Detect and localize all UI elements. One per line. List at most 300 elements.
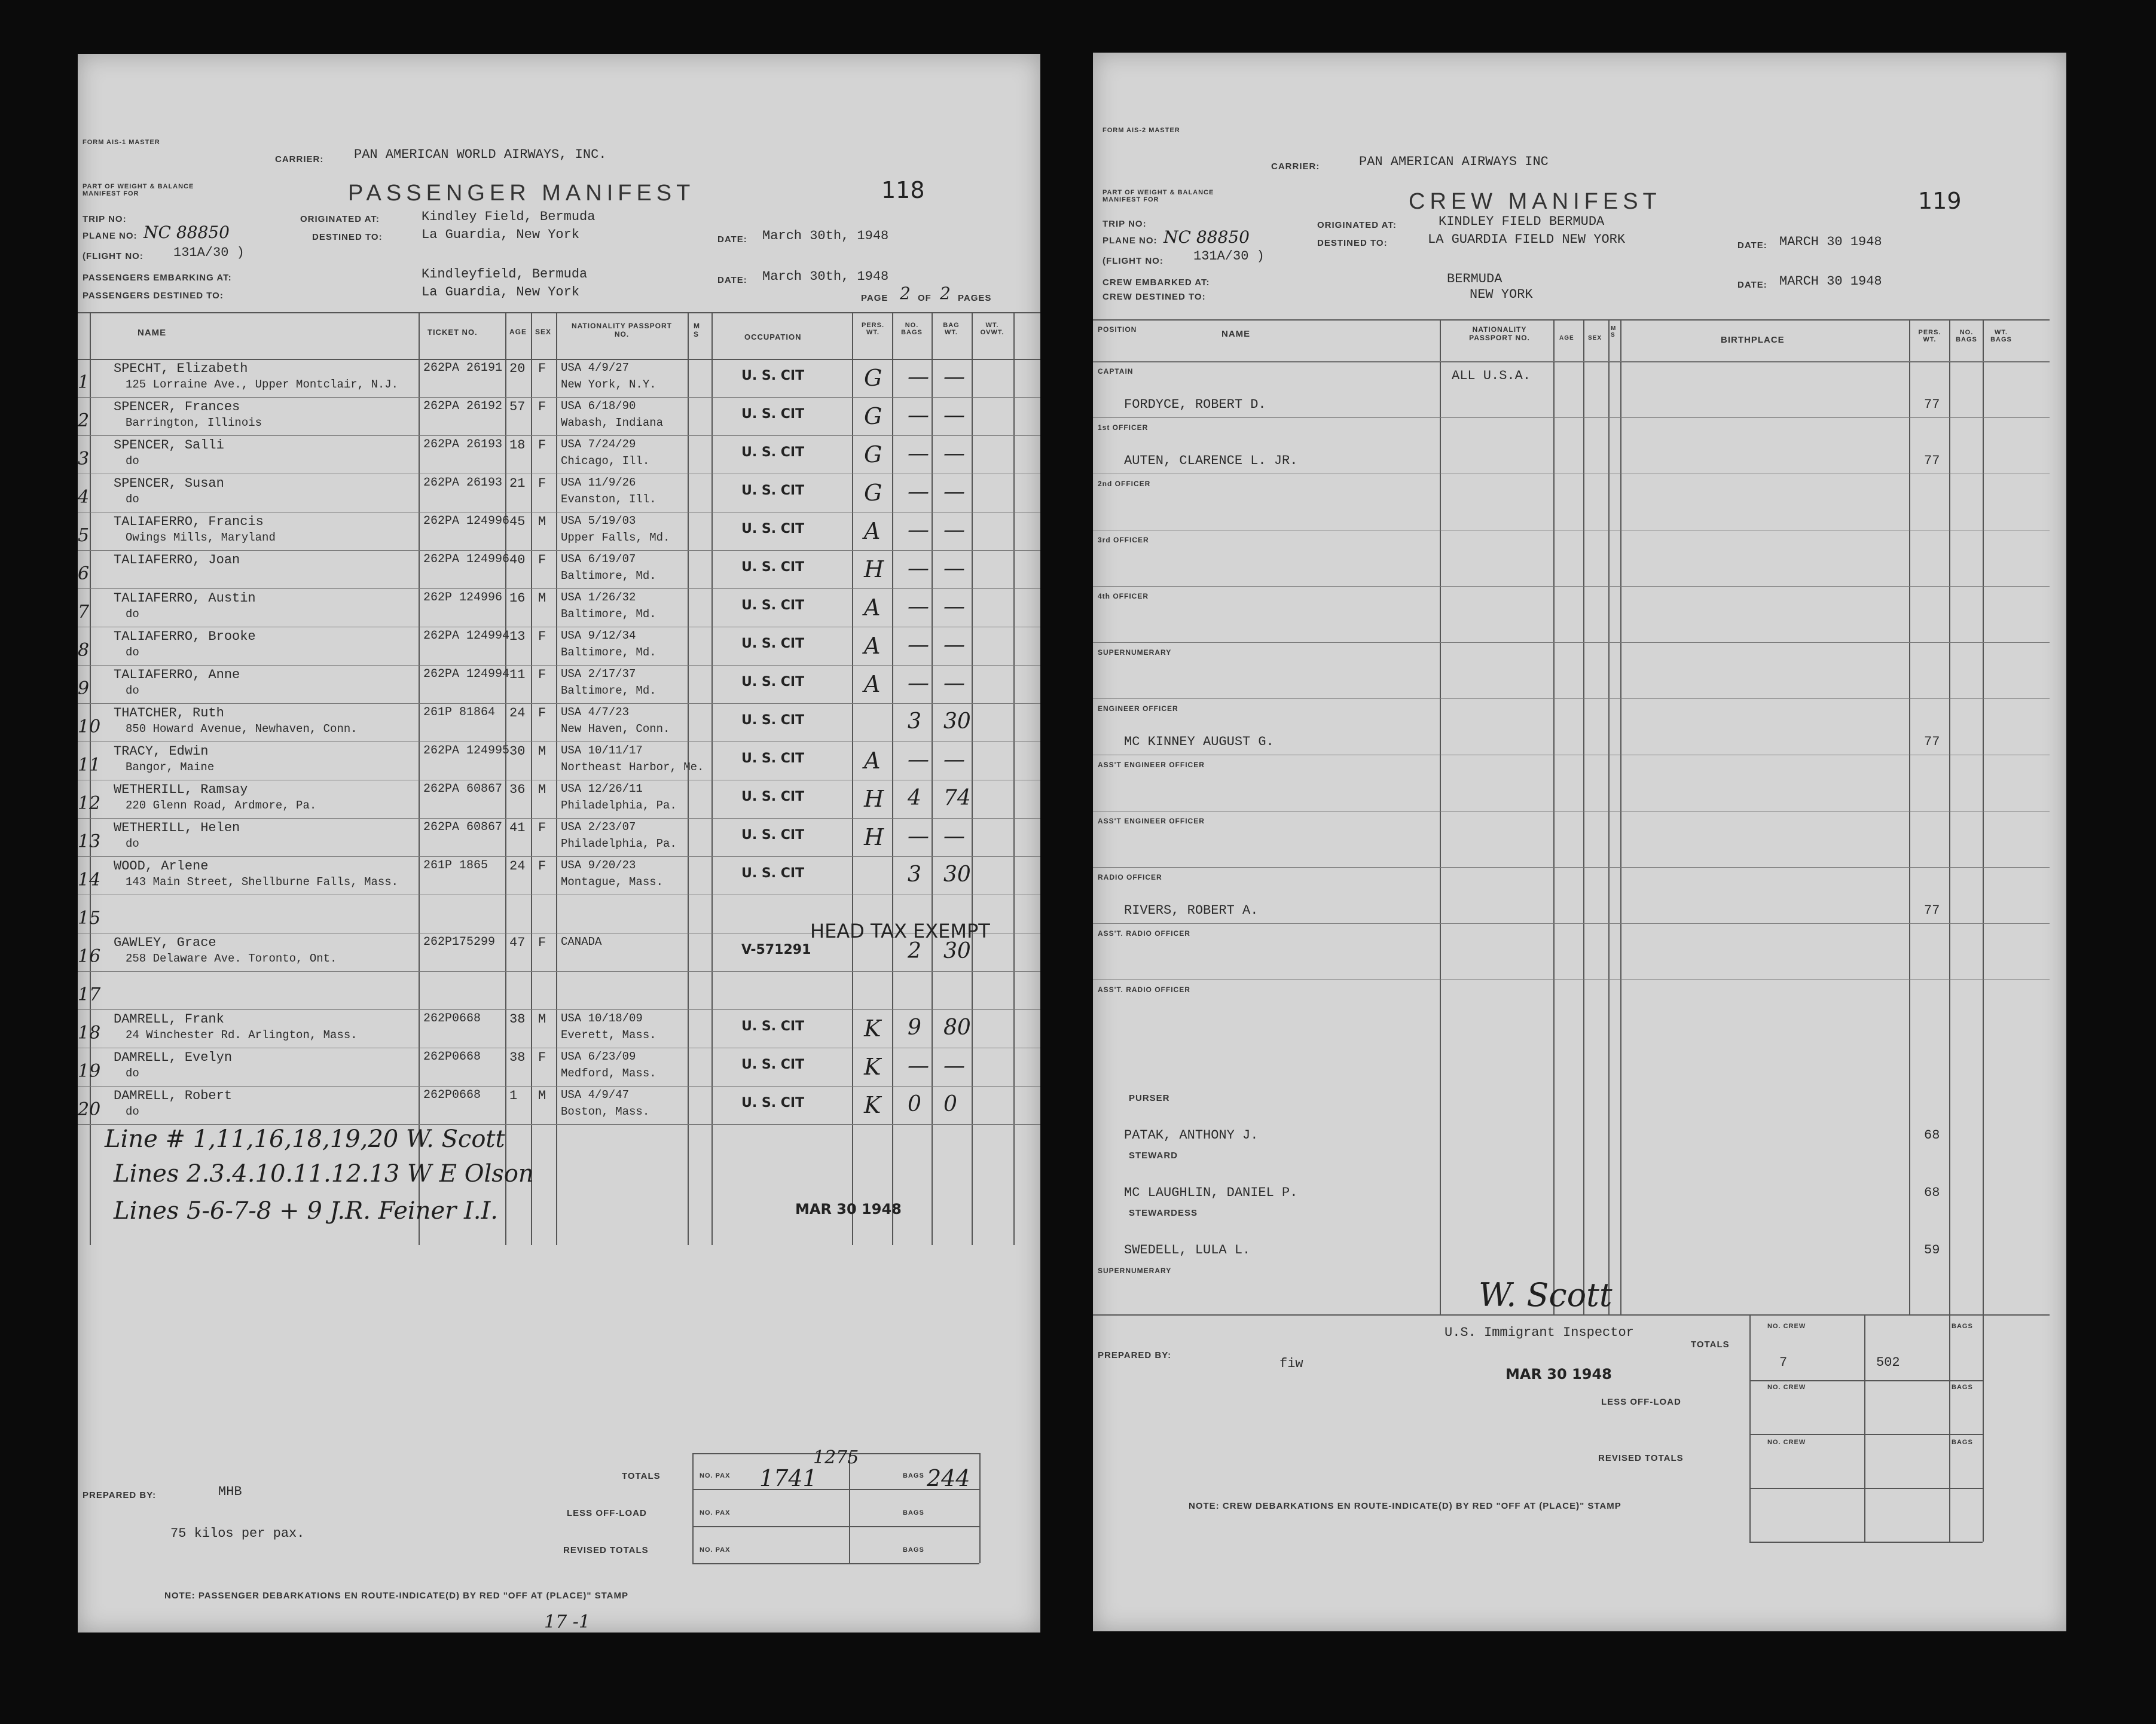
inspector-signature: W. Scott [1479, 1276, 1613, 1314]
position-label: 4th OFFICER [1098, 592, 1149, 600]
totals-label: TOTALS [622, 1471, 661, 1481]
no-bags: 0 [908, 1092, 921, 1116]
crew-page-number: 119 [1918, 188, 1962, 214]
passenger-occupation: U. S. CIT [741, 1057, 805, 1072]
passenger-manifest-sheet [78, 54, 1040, 1633]
crew-carrier-value: PAN AMERICAN AIRWAYS INC [1359, 154, 1549, 169]
passenger-sex: F [538, 476, 546, 491]
pers-wt-mark: G [864, 365, 882, 391]
prepared-by-label: PREPARED BY: [83, 1490, 157, 1500]
passenger-address: 258 Delaware Ave. Toronto, Ont. [126, 952, 337, 965]
passenger-sex: F [538, 553, 546, 567]
passenger-name: THATCHER, Ruth [114, 706, 224, 721]
passenger-nationality: USA 7/24/29 [561, 438, 636, 451]
crew-date2-label: DATE: [1737, 280, 1767, 290]
ticket-number: 262PA 124994 [423, 667, 510, 681]
crew-form-code: FORM AIS-2 MASTER [1103, 127, 1180, 134]
passenger-address: 850 Howard Avenue, Newhaven, Conn. [126, 722, 358, 736]
total-crew: 7 [1779, 1355, 1788, 1370]
form-code: FORM AIS-1 MASTER [83, 139, 160, 146]
passenger-age: 38 [509, 1050, 526, 1065]
row-line-number: 6 [78, 563, 90, 584]
passenger-name: SPENCER, Salli [114, 438, 224, 453]
row-line-number: 16 [78, 946, 101, 967]
pers-wt-mark: A [864, 671, 881, 697]
position-separator [1093, 417, 2050, 418]
row-separator [78, 1086, 1040, 1087]
passenger-name: WETHERILL, Ramsay [114, 782, 248, 797]
passenger-name: TALIAFERRO, Joan [114, 553, 240, 567]
no-bags: — [908, 747, 929, 772]
originated-value: Kindley Field, Bermuda [422, 209, 596, 224]
row-line-number: 4 [78, 487, 90, 508]
passenger-nationality: USA 9/20/23 [561, 859, 636, 872]
passenger-occupation: U. S. CIT [741, 828, 805, 843]
passenger-occupation: U. S. CIT [741, 1019, 805, 1034]
crew-revised-label: REVISED TOTALS [1598, 1453, 1684, 1463]
crew-originated-value: KINDLEY FIELD BERMUDA [1439, 214, 1605, 229]
passenger-name: SPENCER, Susan [114, 476, 224, 491]
crew-col-nationality: NATIONALITY PASSPORT NO. [1469, 325, 1530, 342]
passenger-occupation: U. S. CIT [741, 1096, 805, 1110]
passenger-address: do [126, 646, 139, 659]
position-separator [1093, 642, 2050, 643]
passenger-occupation: V-571291 [741, 942, 811, 957]
col-bag-wt: BAG WT. [943, 322, 960, 336]
passenger-nationality: USA 6/19/07 [561, 553, 636, 566]
originated-label: ORIGINATED AT: [300, 214, 380, 224]
crew-plane-number: NC 88850 [1163, 227, 1250, 247]
row-line-number: 20 [78, 1099, 101, 1120]
date2-value: March 30th, 1948 [762, 269, 889, 284]
row-line-number: 18 [78, 1023, 101, 1043]
passenger-age: 21 [509, 476, 526, 491]
position-label: ASS'T ENGINEER OFFICER [1098, 761, 1205, 769]
passenger-nationality: USA 5/19/03 [561, 514, 636, 527]
crew-embarked-value: BERMUDA [1447, 271, 1503, 286]
stewardess-label: STEWARDESS [1129, 1208, 1198, 1218]
passenger-address: Owings Mills, Maryland [126, 531, 276, 544]
passenger-nationality: CANADA [561, 935, 602, 948]
position-label: SUPERNUMERARY [1098, 648, 1172, 657]
no-bags: — [908, 556, 929, 581]
passenger-address: 143 Main Street, Shellburne Falls, Mass. [126, 875, 399, 889]
no-bags: — [908, 480, 929, 504]
passenger-birthplace: Philadelphia, Pa. [561, 799, 677, 812]
ticket-number: 262P175299 [423, 935, 496, 949]
bag-weight: — [943, 671, 965, 695]
passenger-address: do [126, 608, 139, 621]
passenger-nationality: USA 12/26/11 [561, 782, 643, 795]
total-crew-weight: 502 [1876, 1355, 1900, 1370]
no-crew-label-2: NO. CREW [1767, 1384, 1806, 1391]
pers-wt-mark: A [864, 518, 881, 544]
crew-member-weight: 77 [1924, 453, 1940, 468]
ticket-number: 262P 124996 [423, 591, 503, 605]
passenger-address: 220 Glenn Road, Ardmore, Pa. [126, 799, 317, 812]
crew-member-name: RIVERS, ROBERT A. [1124, 903, 1259, 918]
position-separator [1093, 361, 2050, 362]
ticket-number: 262PA 26193 [423, 438, 503, 451]
crew-col-sex: SEX [1588, 335, 1602, 341]
crew-member-name: AUTEN, CLARENCE L. JR. [1124, 453, 1298, 468]
steward-label: STEWARD [1129, 1151, 1178, 1161]
passenger-age: 24 [509, 706, 526, 721]
crew-originated-label: ORIGINATED AT: [1317, 220, 1397, 230]
bag-weight: — [943, 633, 965, 657]
crew-member-weight: 77 [1924, 397, 1940, 412]
crew-date-stamp: MAR 30 1948 [1505, 1366, 1612, 1383]
crew-destined-value: LA GUARDIA FIELD NEW YORK [1428, 232, 1626, 247]
passenger-name: WETHERILL, Helen [114, 820, 240, 835]
passenger-age: 18 [509, 438, 526, 453]
passenger-occupation: U. S. CIT [741, 521, 805, 536]
ticket-number: 262PA 26193 [423, 476, 503, 490]
crew-embarked-label: CREW EMBARKED AT: [1103, 277, 1210, 288]
pers-wt-mark: K [864, 1092, 881, 1118]
passenger-birthplace: Montague, Mass. [561, 875, 664, 889]
ticket-number: 262PA 60867 [423, 820, 503, 834]
passenger-occupation: U. S. CIT [741, 789, 805, 804]
crew-col-pers-wt: PERS. WT. [1918, 329, 1941, 343]
passenger-nationality: USA 11/9/26 [561, 476, 636, 489]
crew-flight-label: (FLIGHT NO: [1103, 256, 1163, 266]
bag-weight: — [943, 403, 965, 428]
passenger-occupation: U. S. CIT [741, 675, 805, 689]
passenger-sex: F [538, 706, 546, 721]
passenger-sex: M [538, 744, 546, 759]
passenger-name: GAWLEY, Grace [114, 935, 216, 950]
row-line-number: 8 [78, 640, 90, 661]
no-pax-label-3: NO. PAX [700, 1546, 731, 1554]
crew-col-no-bags: NO. BAGS [1956, 329, 1977, 343]
bag-weight: — [943, 441, 965, 466]
no-bags: — [908, 824, 929, 849]
row-separator [78, 665, 1040, 666]
pers-wt-mark: A [864, 747, 881, 774]
col-ms: M S [694, 322, 700, 338]
total-bags: 244 [927, 1465, 970, 1491]
col-ticket: TICKET NO. [427, 328, 478, 337]
row-line-number: 11 [78, 755, 101, 776]
passenger-address: Barrington, Illinois [126, 416, 262, 429]
crew-col-age: AGE [1559, 335, 1574, 341]
passenger-nationality: USA 4/7/23 [561, 706, 630, 719]
row-line-number: 9 [78, 678, 90, 699]
passenger-birthplace: Wabash, Indiana [561, 416, 664, 429]
stewardess-weight: 59 [1924, 1243, 1940, 1258]
row-separator [78, 856, 1040, 857]
ticket-number: 261P 1865 [423, 859, 488, 872]
crew-part-of-label: PART OF WEIGHT & BALANCE MANIFEST FOR [1103, 189, 1214, 203]
kilos-note: 75 kilos per pax. [170, 1526, 305, 1541]
passenger-age: 40 [509, 553, 526, 567]
of-label: OF [918, 293, 932, 303]
passenger-name: DAMRELL, Evelyn [114, 1050, 233, 1065]
steward-weight: 68 [1924, 1185, 1940, 1200]
off-load-label: LESS OFF-LOAD [567, 1508, 647, 1518]
crew-off-load-label: LESS OFF-LOAD [1601, 1397, 1681, 1407]
flight-label: (FLIGHT NO: [83, 251, 143, 261]
passenger-age: 11 [509, 667, 526, 682]
row-separator [78, 703, 1040, 704]
position-label: 3rd OFFICER [1098, 536, 1149, 544]
passenger-age: 57 [509, 399, 526, 414]
passenger-age: 41 [509, 820, 526, 835]
no-pax-label-2: NO. PAX [700, 1509, 731, 1516]
passenger-address: do [126, 454, 139, 468]
row-line-number: 5 [78, 525, 90, 546]
ticket-number: 261P 81864 [423, 706, 496, 719]
ticket-number: 262PA 26191 [423, 361, 503, 375]
passenger-sex: F [538, 399, 546, 414]
crew-bags-label: BAGS [1952, 1323, 1973, 1330]
passenger-nationality: USA 6/23/09 [561, 1050, 636, 1063]
bag-weight: — [943, 824, 965, 849]
passenger-sex: F [538, 820, 546, 835]
no-crew-label-3: NO. CREW [1767, 1439, 1806, 1446]
passenger-age: 36 [509, 782, 526, 797]
crew-flight-number: 131A/30 ) [1193, 249, 1265, 264]
crew-carrier-label: CARRIER: [1271, 161, 1320, 172]
passenger-birthplace: New York, N.Y. [561, 378, 656, 391]
total-pax: 1741 [759, 1465, 817, 1491]
position-separator [1093, 698, 2050, 699]
passenger-name: TALIAFERRO, Austin [114, 591, 256, 606]
destined-pass-label: PASSENGERS DESTINED TO: [83, 291, 224, 301]
ticket-number: 262PA 124996 [423, 514, 510, 528]
position-label: ASS'T. RADIO OFFICER [1098, 929, 1190, 938]
date-label: DATE: [717, 234, 747, 245]
passenger-occupation: U. S. CIT [741, 751, 805, 766]
passenger-birthplace: New Haven, Conn. [561, 722, 670, 736]
col-age: AGE [509, 328, 527, 336]
passenger-occupation: U. S. CIT [741, 636, 805, 651]
bag-weight: — [943, 365, 965, 389]
no-crew-label: NO. CREW [1767, 1323, 1806, 1330]
passenger-occupation: U. S. CIT [741, 713, 805, 728]
passenger-address: do [126, 684, 139, 697]
crew-member-name: MC KINNEY AUGUST G. [1124, 734, 1274, 749]
prepared-by-value: MHB [218, 1484, 242, 1499]
crew-bags-label-3: BAGS [1952, 1439, 1973, 1446]
page-number: 118 [881, 177, 925, 203]
passenger-name: TRACY, Edwin [114, 744, 209, 759]
passenger-address: Bangor, Maine [126, 761, 215, 774]
col-nationality: NATIONALITY PASSPORT NO. [571, 322, 672, 338]
passenger-age: 1 [509, 1088, 518, 1103]
ticket-number: 262PA 60867 [423, 782, 503, 796]
row-line-number: 19 [78, 1061, 101, 1082]
bags-label: BAGS [903, 1472, 924, 1479]
passenger-name: TALIAFERRO, Francis [114, 514, 264, 529]
crew-date-value: MARCH 30 1948 [1779, 234, 1882, 249]
row-separator [78, 818, 1040, 819]
supernumerary2-label: SUPERNUMERARY [1098, 1267, 1172, 1275]
row-separator [78, 588, 1040, 589]
row-line-number: 3 [78, 448, 90, 469]
passenger-occupation: U. S. CIT [741, 368, 805, 383]
passenger-sex: F [538, 667, 546, 682]
passenger-birthplace: Baltimore, Md. [561, 646, 656, 659]
bag-weight: — [943, 480, 965, 504]
col-sex: SEX [535, 328, 552, 336]
no-bags: 2 [908, 939, 921, 963]
passenger-address: 24 Winchester Rd. Arlington, Mass. [126, 1029, 358, 1042]
part-of-label: PART OF WEIGHT & BALANCE MANIFEST FOR [83, 183, 194, 197]
passenger-age: 47 [509, 935, 526, 950]
passenger-name: DAMRELL, Robert [114, 1088, 233, 1103]
passenger-occupation: U. S. CIT [741, 598, 805, 613]
bag-weight: — [943, 594, 965, 619]
passenger-occupation: U. S. CIT [741, 483, 805, 498]
passenger-nationality: USA 2/17/37 [561, 667, 636, 681]
pers-wt-mark: G [864, 441, 882, 468]
pers-wt-mark: G [864, 403, 882, 429]
passenger-birthplace: Northeast Harbor, Me. [561, 761, 704, 774]
page-of-value: 2 [900, 283, 911, 303]
row-line-number: 10 [78, 716, 101, 737]
no-bags: — [908, 633, 929, 657]
passenger-nationality: USA 10/11/17 [561, 744, 643, 757]
no-bags: — [908, 518, 929, 542]
passenger-sex: M [538, 1088, 546, 1103]
crew-totals-label: TOTALS [1691, 1339, 1730, 1350]
passenger-sex: M [538, 514, 546, 529]
crew-date2-value: MARCH 30 1948 [1779, 274, 1882, 289]
destined-label: DESTINED TO: [312, 232, 383, 242]
handwritten-line-2: Lines 2.3.4.10.11.12.13 W E Olson [114, 1160, 534, 1188]
passenger-age: 20 [509, 361, 526, 376]
crew-destined2-label: CREW DESTINED TO: [1103, 292, 1206, 302]
pages-label: PAGES [958, 293, 992, 303]
pers-wt-mark: A [864, 594, 881, 621]
crew-destined-label: DESTINED TO: [1317, 238, 1388, 248]
passenger-nationality: USA 9/12/34 [561, 629, 636, 642]
plane-number: NC 88850 [143, 222, 230, 242]
handwritten-line-3: Lines 5-6-7-8 + 9 J.R. Feiner I.I. [114, 1197, 499, 1225]
position-label: ENGINEER OFFICER [1098, 704, 1178, 713]
date2-label: DATE: [717, 275, 747, 285]
passenger-birthplace: Philadelphia, Pa. [561, 837, 677, 850]
row-line-number: 1 [78, 372, 90, 393]
crew-trip-label: TRIP NO: [1103, 219, 1147, 229]
crew-nationality-all: ALL U.S.A. [1452, 368, 1531, 383]
ticket-number: 262P0668 [423, 1012, 481, 1026]
passenger-nationality: USA 1/26/32 [561, 591, 636, 604]
ticket-number: 262PA 124995 [423, 744, 510, 758]
passenger-name: SPENCER, Frances [114, 399, 240, 414]
position-separator [1093, 923, 2050, 924]
passenger-occupation: U. S. CIT [741, 560, 805, 575]
carrier-value: PAN AMERICAN WORLD AIRWAYS, INC. [354, 147, 607, 162]
pages-total: 2 [940, 283, 951, 303]
page-label: PAGE [861, 293, 888, 303]
crew-member-weight: 77 [1924, 734, 1940, 749]
ticket-number: 262PA 124996 [423, 553, 510, 566]
no-bags: 3 [908, 709, 921, 734]
passenger-nationality: USA 2/23/07 [561, 820, 636, 834]
crew-col-ms: M S [1611, 325, 1617, 338]
passenger-sex: M [538, 1012, 546, 1027]
bag-weight: — [943, 556, 965, 581]
crew-manifest-title: CREW MANIFEST [1409, 189, 1662, 214]
bag-weight: — [943, 1054, 965, 1078]
bag-weight: 80 [943, 1015, 971, 1040]
crew-bags-label-2: BAGS [1952, 1384, 1973, 1391]
embarking-label: PASSENGERS EMBARKING AT: [83, 273, 232, 283]
passenger-occupation: U. S. CIT [741, 407, 805, 422]
passenger-sex: F [538, 859, 546, 874]
row-line-number: 7 [78, 602, 90, 623]
passenger-name: SPECHT, Elizabeth [114, 361, 248, 376]
row-line-number: 12 [78, 793, 101, 814]
passenger-sex: F [538, 1050, 546, 1065]
pers-wt-mark: H [864, 556, 884, 582]
revised-totals-label: REVISED TOTALS [563, 1545, 649, 1555]
position-label: ASS'T ENGINEER OFFICER [1098, 817, 1205, 825]
bag-weight: 30 [943, 709, 971, 734]
passenger-sex: F [538, 361, 546, 376]
position-separator [1093, 867, 2050, 868]
bottom-mark: 17 -1 [544, 1612, 590, 1633]
passenger-sex: F [538, 629, 546, 644]
passenger-age: 24 [509, 859, 526, 874]
crew-footer-note: NOTE: CREW DEBARKATIONS EN ROUTE-INDICATE(D) BY RED "OFF AT (PLACE)" STAMP [1189, 1501, 1621, 1511]
position-label: CAPTAIN [1098, 367, 1134, 376]
position-label: 1st OFFICER [1098, 423, 1149, 432]
passenger-birthplace: Evanston, Ill. [561, 493, 656, 506]
passenger-name: TALIAFERRO, Anne [114, 667, 240, 682]
bag-weight: 0 [943, 1092, 957, 1116]
inspector-title: U.S. Immigrant Inspector [1445, 1325, 1634, 1340]
ticket-number: 262P0668 [423, 1050, 481, 1064]
no-bags: 9 [908, 1015, 921, 1040]
passenger-birthplace: Chicago, Ill. [561, 454, 650, 468]
row-separator [78, 397, 1040, 398]
crew-date-label: DATE: [1737, 240, 1767, 251]
plane-label: PLANE NO: [83, 231, 138, 241]
passenger-age: 13 [509, 629, 526, 644]
crew-col-birthplace: BIRTHPLACE [1721, 335, 1785, 345]
passenger-sex: M [538, 782, 546, 797]
passenger-nationality: USA 4/9/27 [561, 361, 630, 374]
row-separator [78, 435, 1040, 436]
head-tax-exempt: HEAD TAX EXEMPT [810, 920, 990, 942]
passenger-birthplace: Boston, Mass. [561, 1105, 650, 1118]
no-bags: — [908, 403, 929, 428]
trip-label: TRIP NO: [83, 214, 127, 224]
passenger-name: TALIAFERRO, Brooke [114, 629, 256, 644]
passenger-sex: F [538, 438, 546, 453]
row-line-number: 2 [78, 410, 90, 431]
crew-manifest-sheet [1093, 53, 2066, 1631]
no-bags: — [908, 441, 929, 466]
col-pers-wt: PERS. WT. [861, 322, 884, 336]
passenger-birthplace: Baltimore, Md. [561, 569, 656, 582]
crew-col-name: NAME [1221, 329, 1251, 339]
col-occupation: OCCUPATION [744, 332, 802, 341]
crew-prepared-label: PREPARED BY: [1098, 1350, 1172, 1360]
no-pax-label: NO. PAX [700, 1472, 731, 1479]
passenger-address: do [126, 837, 139, 850]
col-name: NAME [138, 328, 167, 338]
pers-wt-mark: H [864, 824, 884, 850]
embarking-value: Kindleyfield, Bermuda [422, 267, 588, 282]
row-line-number: 13 [78, 831, 101, 852]
passenger-occupation: U. S. CIT [741, 866, 805, 881]
pers-wt-mark: K [864, 1015, 881, 1042]
